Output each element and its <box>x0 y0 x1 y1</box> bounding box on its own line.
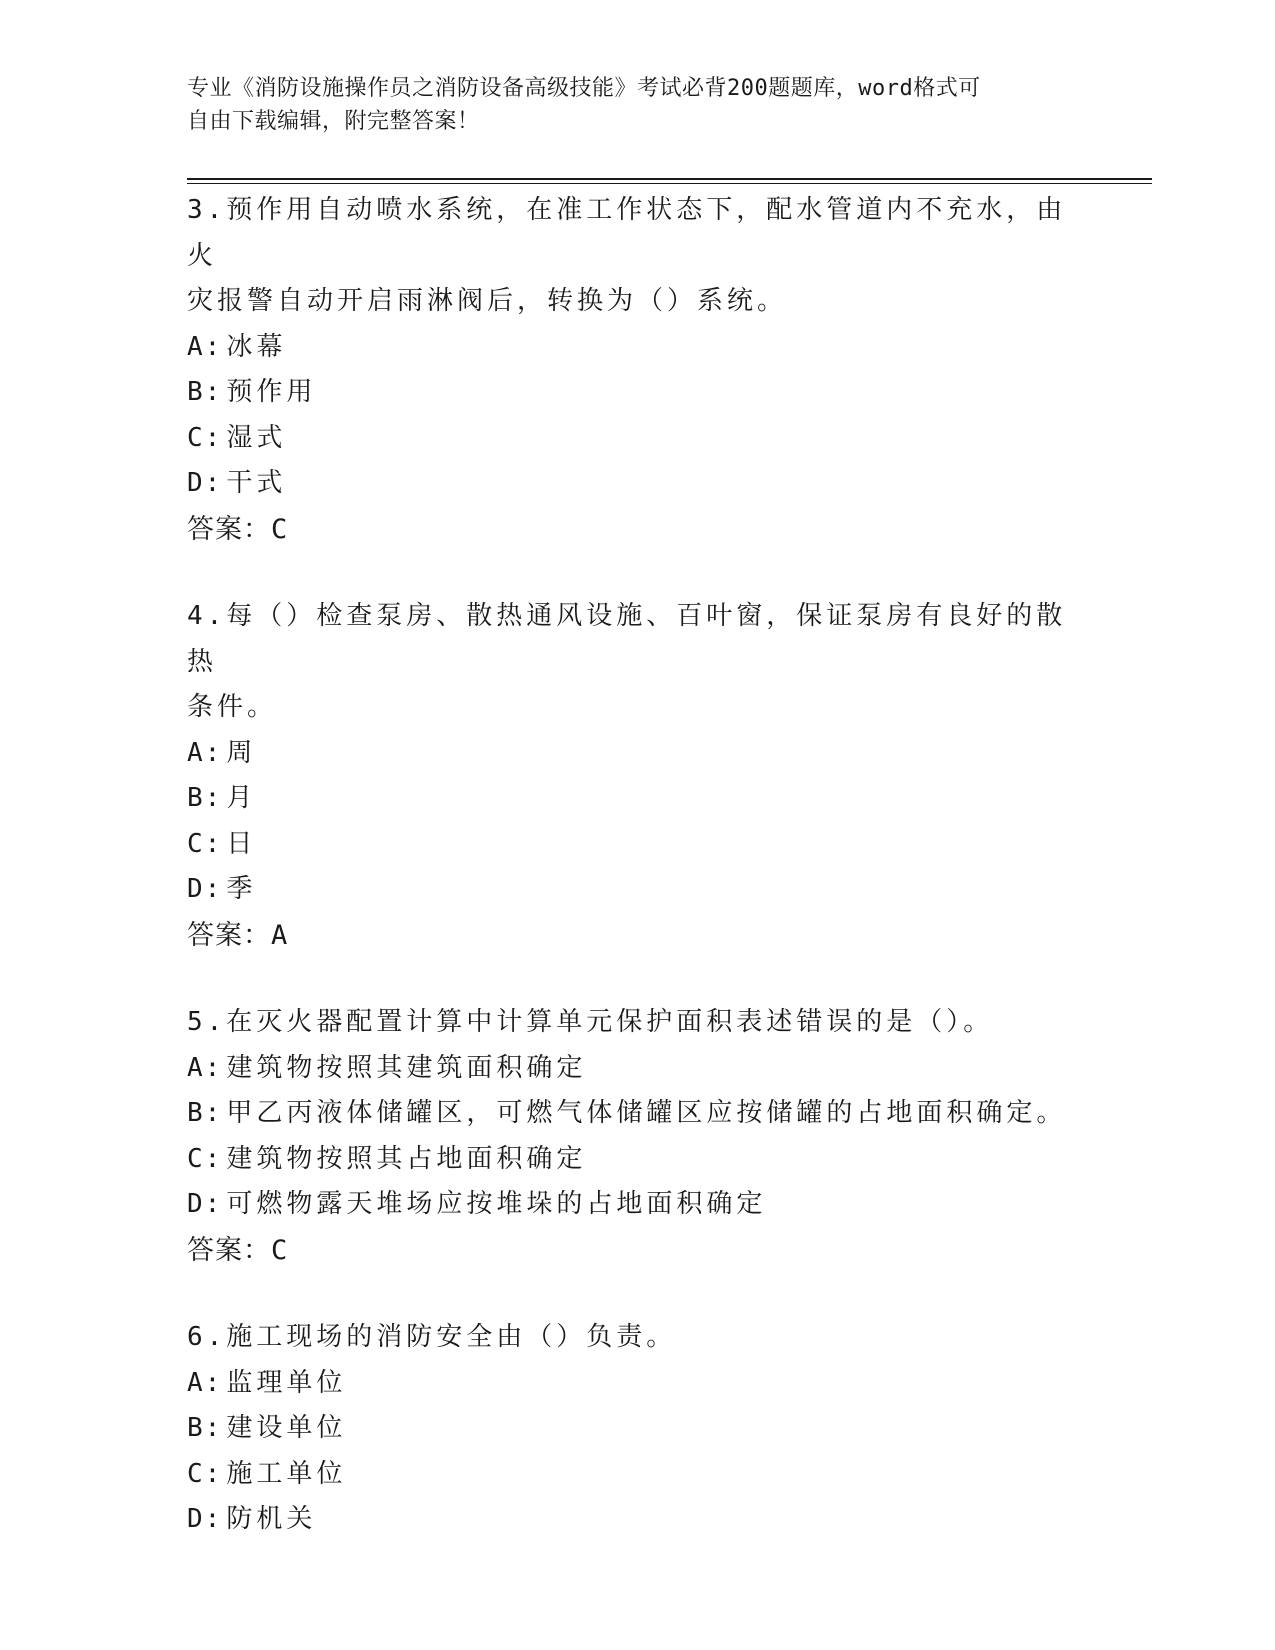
answer-value: C <box>271 1234 289 1266</box>
header-line-1: 专业《消防设施操作员之消防设备高级技能》考试必背200题题库，word格式可 <box>187 76 981 101</box>
option-value: 季 <box>226 874 257 904</box>
option-key: B: <box>187 1413 223 1443</box>
answer-line <box>187 507 1087 553</box>
question-text <box>187 1000 1067 1046</box>
question-text <box>187 1315 1067 1361</box>
option-value: 日 <box>226 828 257 859</box>
option-key: A: <box>187 1052 223 1083</box>
option-value: 施工单位 <box>226 1458 347 1489</box>
option-value: 周 <box>226 737 257 768</box>
option-key: B: <box>187 783 223 813</box>
option-a <box>187 325 1087 371</box>
option-key: A: <box>187 331 223 362</box>
option-key: C: <box>187 828 223 859</box>
option-d <box>187 461 1087 507</box>
option-key: C: <box>187 1458 223 1489</box>
option-value: 月 <box>226 783 257 813</box>
option-d <box>187 1182 1087 1228</box>
question-text-line: 6.施工现场的消防安全由（）负责。 <box>187 1322 677 1352</box>
document-header <box>187 72 1067 138</box>
option-value: 可燃物露天堆场应按堆垛的占地面积确定 <box>226 1189 767 1219</box>
option-a <box>187 1361 1087 1407</box>
header-divider-thick <box>187 178 1152 180</box>
option-key: C: <box>187 1143 223 1174</box>
option-a <box>187 1046 1087 1092</box>
option-value: 建设单位 <box>226 1413 347 1443</box>
option-b <box>187 776 1087 822</box>
option-d <box>187 867 1087 913</box>
answer-line <box>187 913 1087 959</box>
question-list <box>187 188 1087 1585</box>
option-key: B: <box>187 377 223 407</box>
question-text <box>187 188 1067 325</box>
answer-line <box>187 1228 1087 1274</box>
answer-value: C <box>271 513 289 545</box>
option-key: D: <box>187 874 223 904</box>
option-value: 监理单位 <box>226 1367 347 1398</box>
option-b <box>187 370 1087 416</box>
question-text-line: 4.每（）检查泵房、散热通风设施、百叶窗，保证泵房有良好的散热 <box>187 601 1067 677</box>
option-key: D: <box>187 1504 223 1534</box>
option-value: 湿式 <box>226 422 287 453</box>
option-c <box>187 416 1087 462</box>
header-line-2: 自由下载编辑，附完整答案！ <box>187 109 480 134</box>
header-divider-thin <box>187 183 1152 184</box>
answer-label: 答案： <box>187 513 271 545</box>
answer-value: A <box>271 919 289 951</box>
option-key: C: <box>187 422 223 453</box>
option-value: 预作用 <box>226 377 317 407</box>
option-c <box>187 1452 1087 1498</box>
question-text-line: 5.在灭火器配置计算中计算单元保护面积表述错误的是（）。 <box>187 1007 994 1037</box>
option-b <box>187 1091 1087 1137</box>
question-item <box>187 188 1087 552</box>
question-item <box>187 594 1087 958</box>
option-c <box>187 822 1087 868</box>
option-a <box>187 731 1087 777</box>
question-item <box>187 1315 1087 1543</box>
option-key: D: <box>187 468 223 498</box>
question-item <box>187 1000 1087 1273</box>
option-value: 建筑物按照其占地面积确定 <box>226 1143 587 1174</box>
option-key: D: <box>187 1189 223 1219</box>
answer-label: 答案： <box>187 919 271 951</box>
option-value: 建筑物按照其建筑面积确定 <box>226 1052 587 1083</box>
question-text-line: 灾报警自动开启雨淋阀后，转换为（）系统。 <box>187 286 788 316</box>
question-text <box>187 594 1067 731</box>
option-value: 甲乙丙液体储罐区，可燃气体储罐区应按储罐的占地面积确定。 <box>226 1098 1067 1128</box>
option-c <box>187 1137 1087 1183</box>
option-d <box>187 1497 1087 1543</box>
option-value: 干式 <box>226 468 287 498</box>
question-text-line: 条件。 <box>187 692 278 722</box>
option-b <box>187 1406 1087 1452</box>
question-text-line: 3.预作用自动喷水系统，在准工作状态下，配水管道内不充水，由火 <box>187 195 1067 271</box>
option-value: 防机关 <box>226 1504 317 1534</box>
option-key: A: <box>187 737 223 768</box>
answer-label: 答案： <box>187 1234 271 1266</box>
option-key: A: <box>187 1367 223 1398</box>
option-value: 冰幕 <box>226 331 287 362</box>
option-key: B: <box>187 1098 223 1128</box>
